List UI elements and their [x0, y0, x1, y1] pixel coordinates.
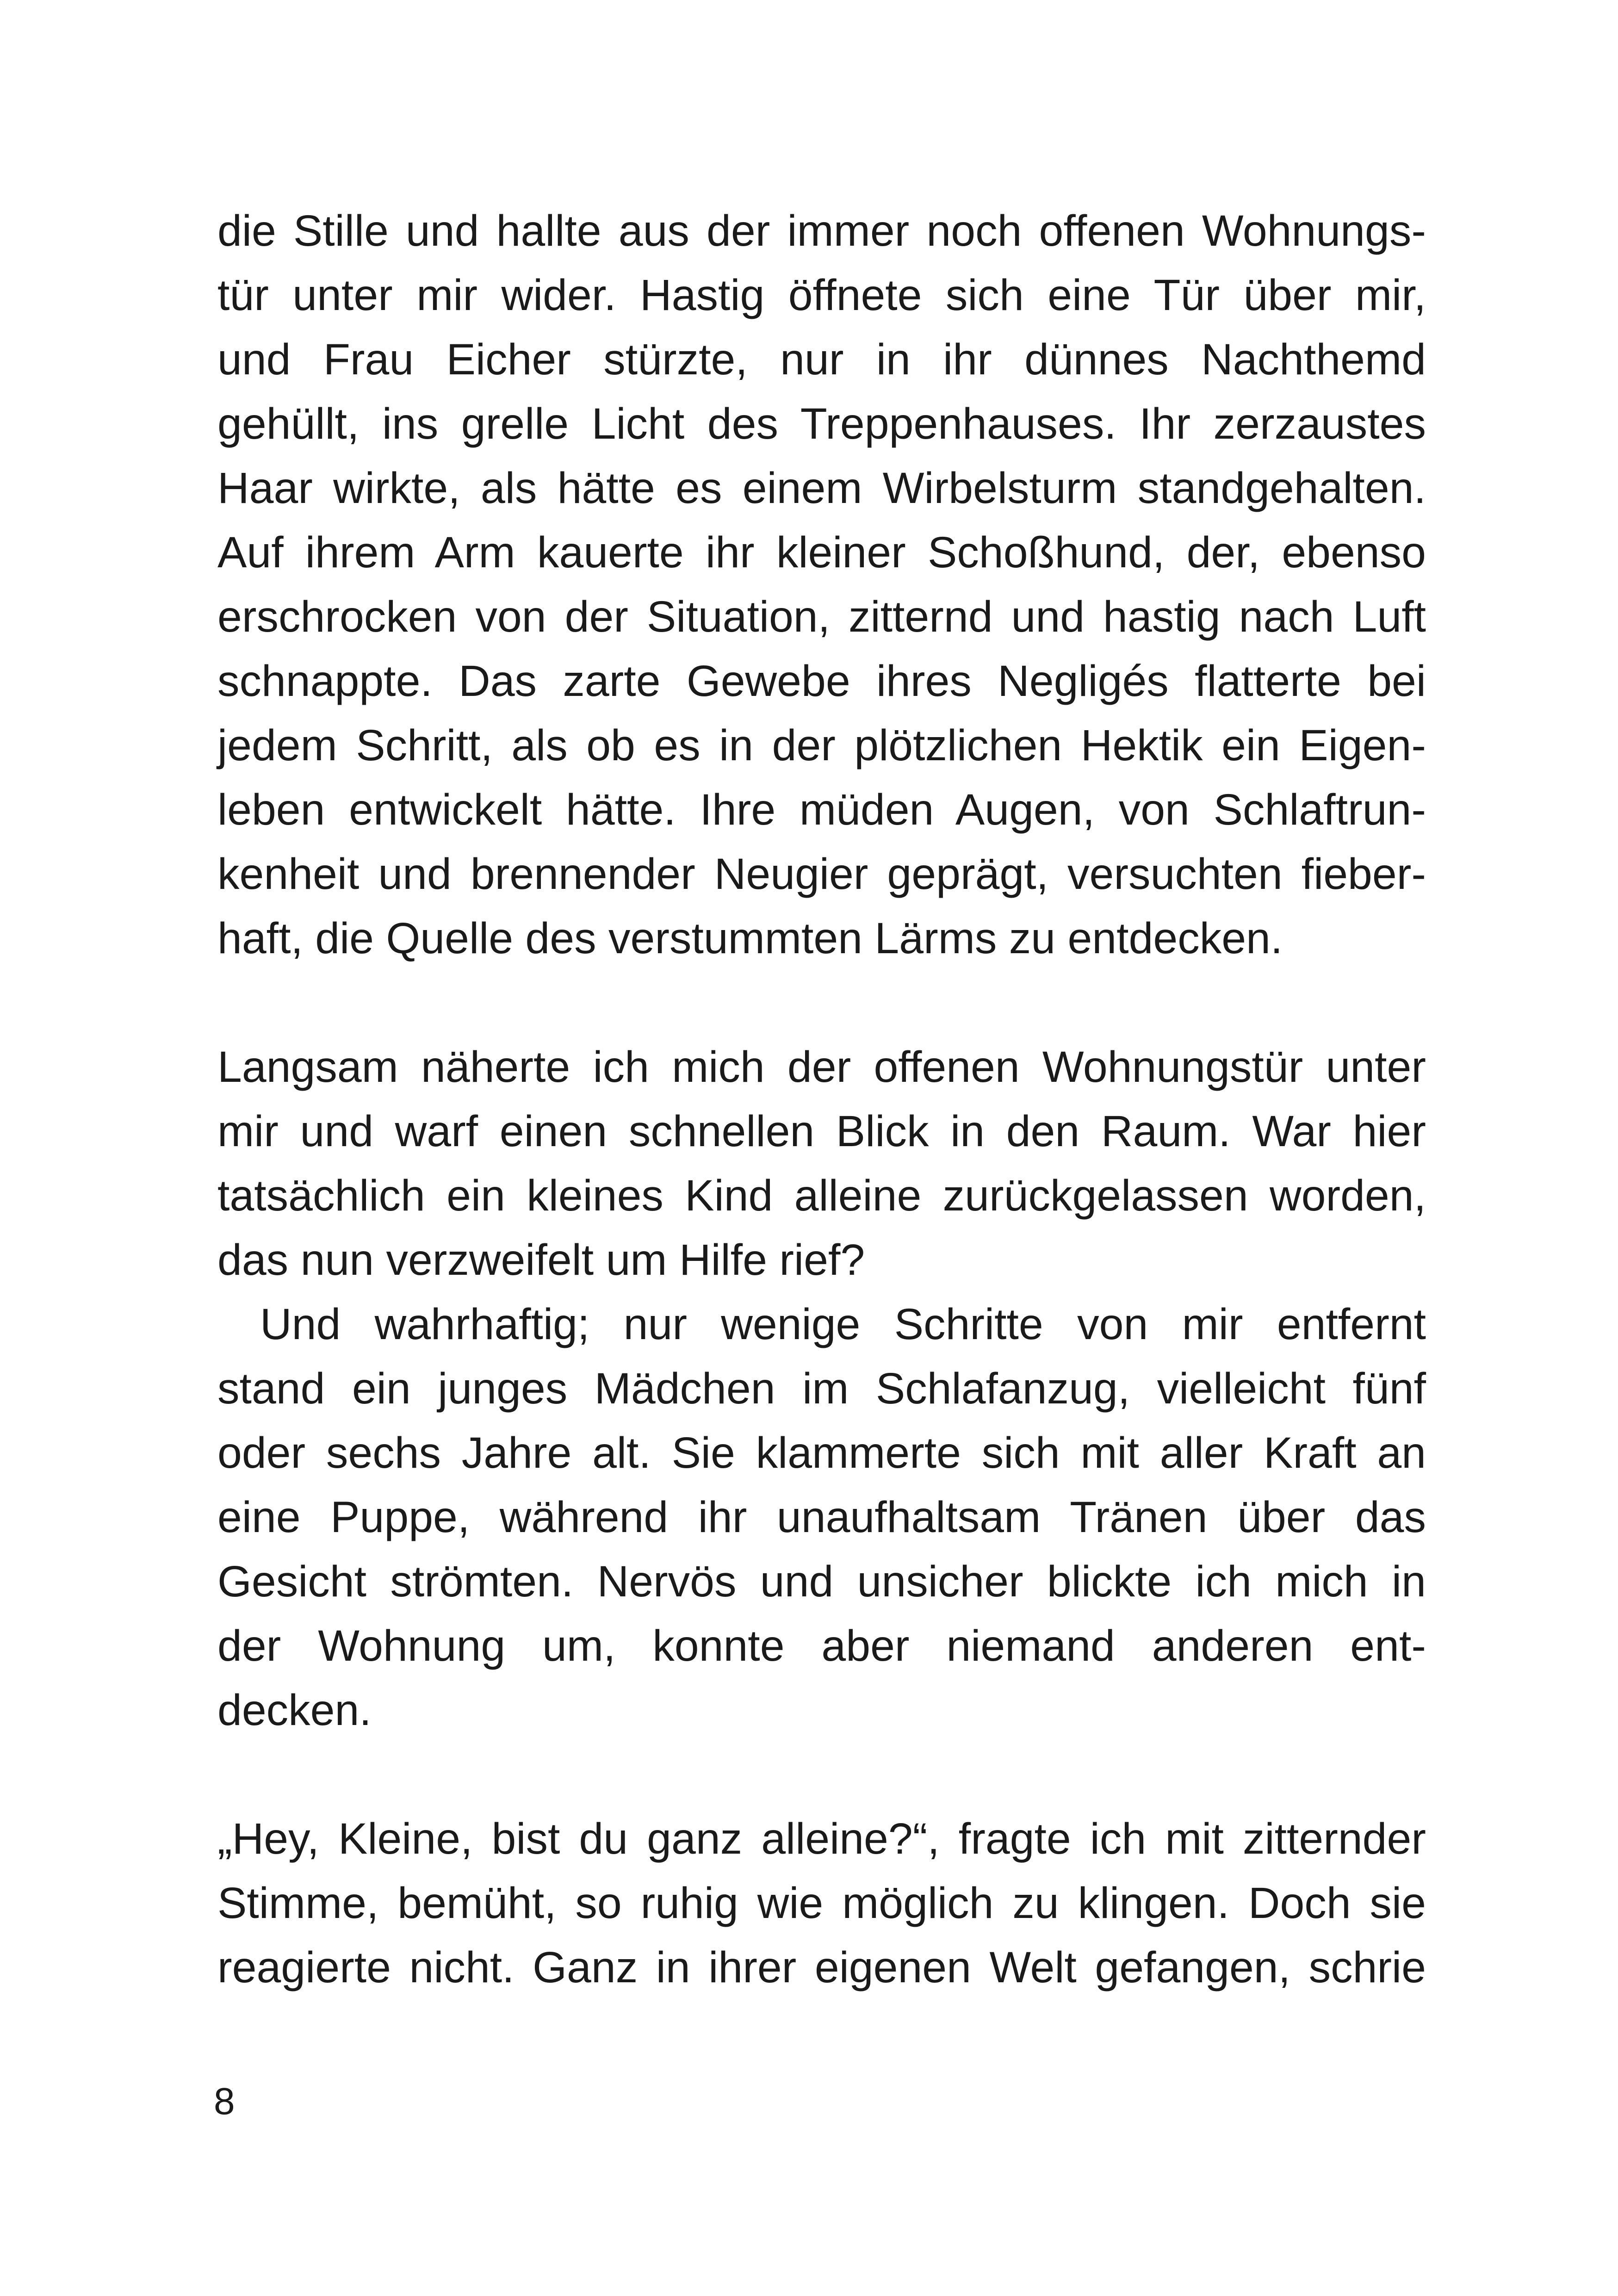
text-line: „Hey, Kleine, bist du ganz alleine?“, fragte ich mit zitternder: [217, 1814, 1426, 1863]
text-line: haft, die Quelle des verstummten Lärms zu entdecken.: [217, 914, 1283, 963]
text-line: reagierte nicht. Ganz in ihrer eigenen Welt gefangen, schrie: [217, 1943, 1426, 1992]
text-line: erschrocken von der Situation, zitternd und hastig nach Luft: [217, 592, 1426, 641]
body-text: [217, 199, 1426, 2000]
text-line: gehüllt, ins grelle Licht des Treppenhauses. Ihr zerzaustes: [217, 399, 1426, 448]
paragraph: [217, 199, 1426, 971]
text-line: Haar wirkte, als hätte es einem Wirbelsturm standgehalten.: [217, 464, 1426, 513]
text-line: stand ein junges Mädchen im Schlafanzug, vielleicht fünf: [217, 1364, 1426, 1413]
text-line: und Frau Eicher stürzte, nur in ihr dünnes Nachthemd: [217, 335, 1426, 384]
text-line: oder sechs Jahre alt. Sie klammerte sich mit aller Kraft an: [217, 1428, 1426, 1477]
text-line: leben entwickelt hätte. Ihre müden Augen, von Schlaftrun-: [217, 785, 1426, 834]
text-line: die Stille und hallte aus der immer noch offenen Wohnungs-: [217, 206, 1426, 255]
paragraph-spacer: [217, 971, 1426, 1035]
text-line: Und wahrhaftig; nur wenige Schritte von mir entfernt: [260, 1300, 1426, 1349]
paragraph-spacer: [217, 1743, 1426, 1807]
text-line: das nun verzweifelt um Hilfe rief?: [217, 1235, 865, 1285]
text-line: mir und warf einen schnellen Blick in den Raum. War hier: [217, 1107, 1426, 1156]
text-line: Gesicht strömten. Nervös und unsicher blickte ich mich in: [217, 1557, 1426, 1606]
text-line: tatsächlich ein kleines Kind alleine zurückgelassen worden,: [217, 1171, 1426, 1220]
text-line: jedem Schritt, als ob es in der plötzlichen Hektik ein Eigen-: [217, 721, 1426, 770]
text-line: schnappte. Das zarte Gewebe ihres Negligés flatterte bei: [217, 657, 1426, 706]
text-line: Stimme, bemüht, so ruhig wie möglich zu klingen. Doch sie: [217, 1879, 1426, 1928]
text-line: decken.: [217, 1686, 372, 1735]
paragraph: [217, 1035, 1426, 1292]
paragraph: [217, 1807, 1426, 2000]
paragraph: [217, 1292, 1426, 1743]
text-line: Langsam näherte ich mich der offenen Wohnungstür unter: [217, 1043, 1426, 1092]
text-line: der Wohnung um, konnte aber niemand anderen ent-: [217, 1621, 1426, 1670]
page-number: 8: [214, 2080, 235, 2122]
text-line: tür unter mir wider. Hastig öffnete sich eine Tür über mir,: [217, 271, 1426, 320]
text-line: Auf ihrem Arm kauerte ihr kleiner Schoßhund, der, ebenso: [217, 528, 1426, 577]
text-line: kenheit und brennender Neugier geprägt, versuchten fieber-: [217, 850, 1426, 899]
text-line: eine Puppe, während ihr unaufhaltsam Tränen über das: [217, 1493, 1426, 1542]
